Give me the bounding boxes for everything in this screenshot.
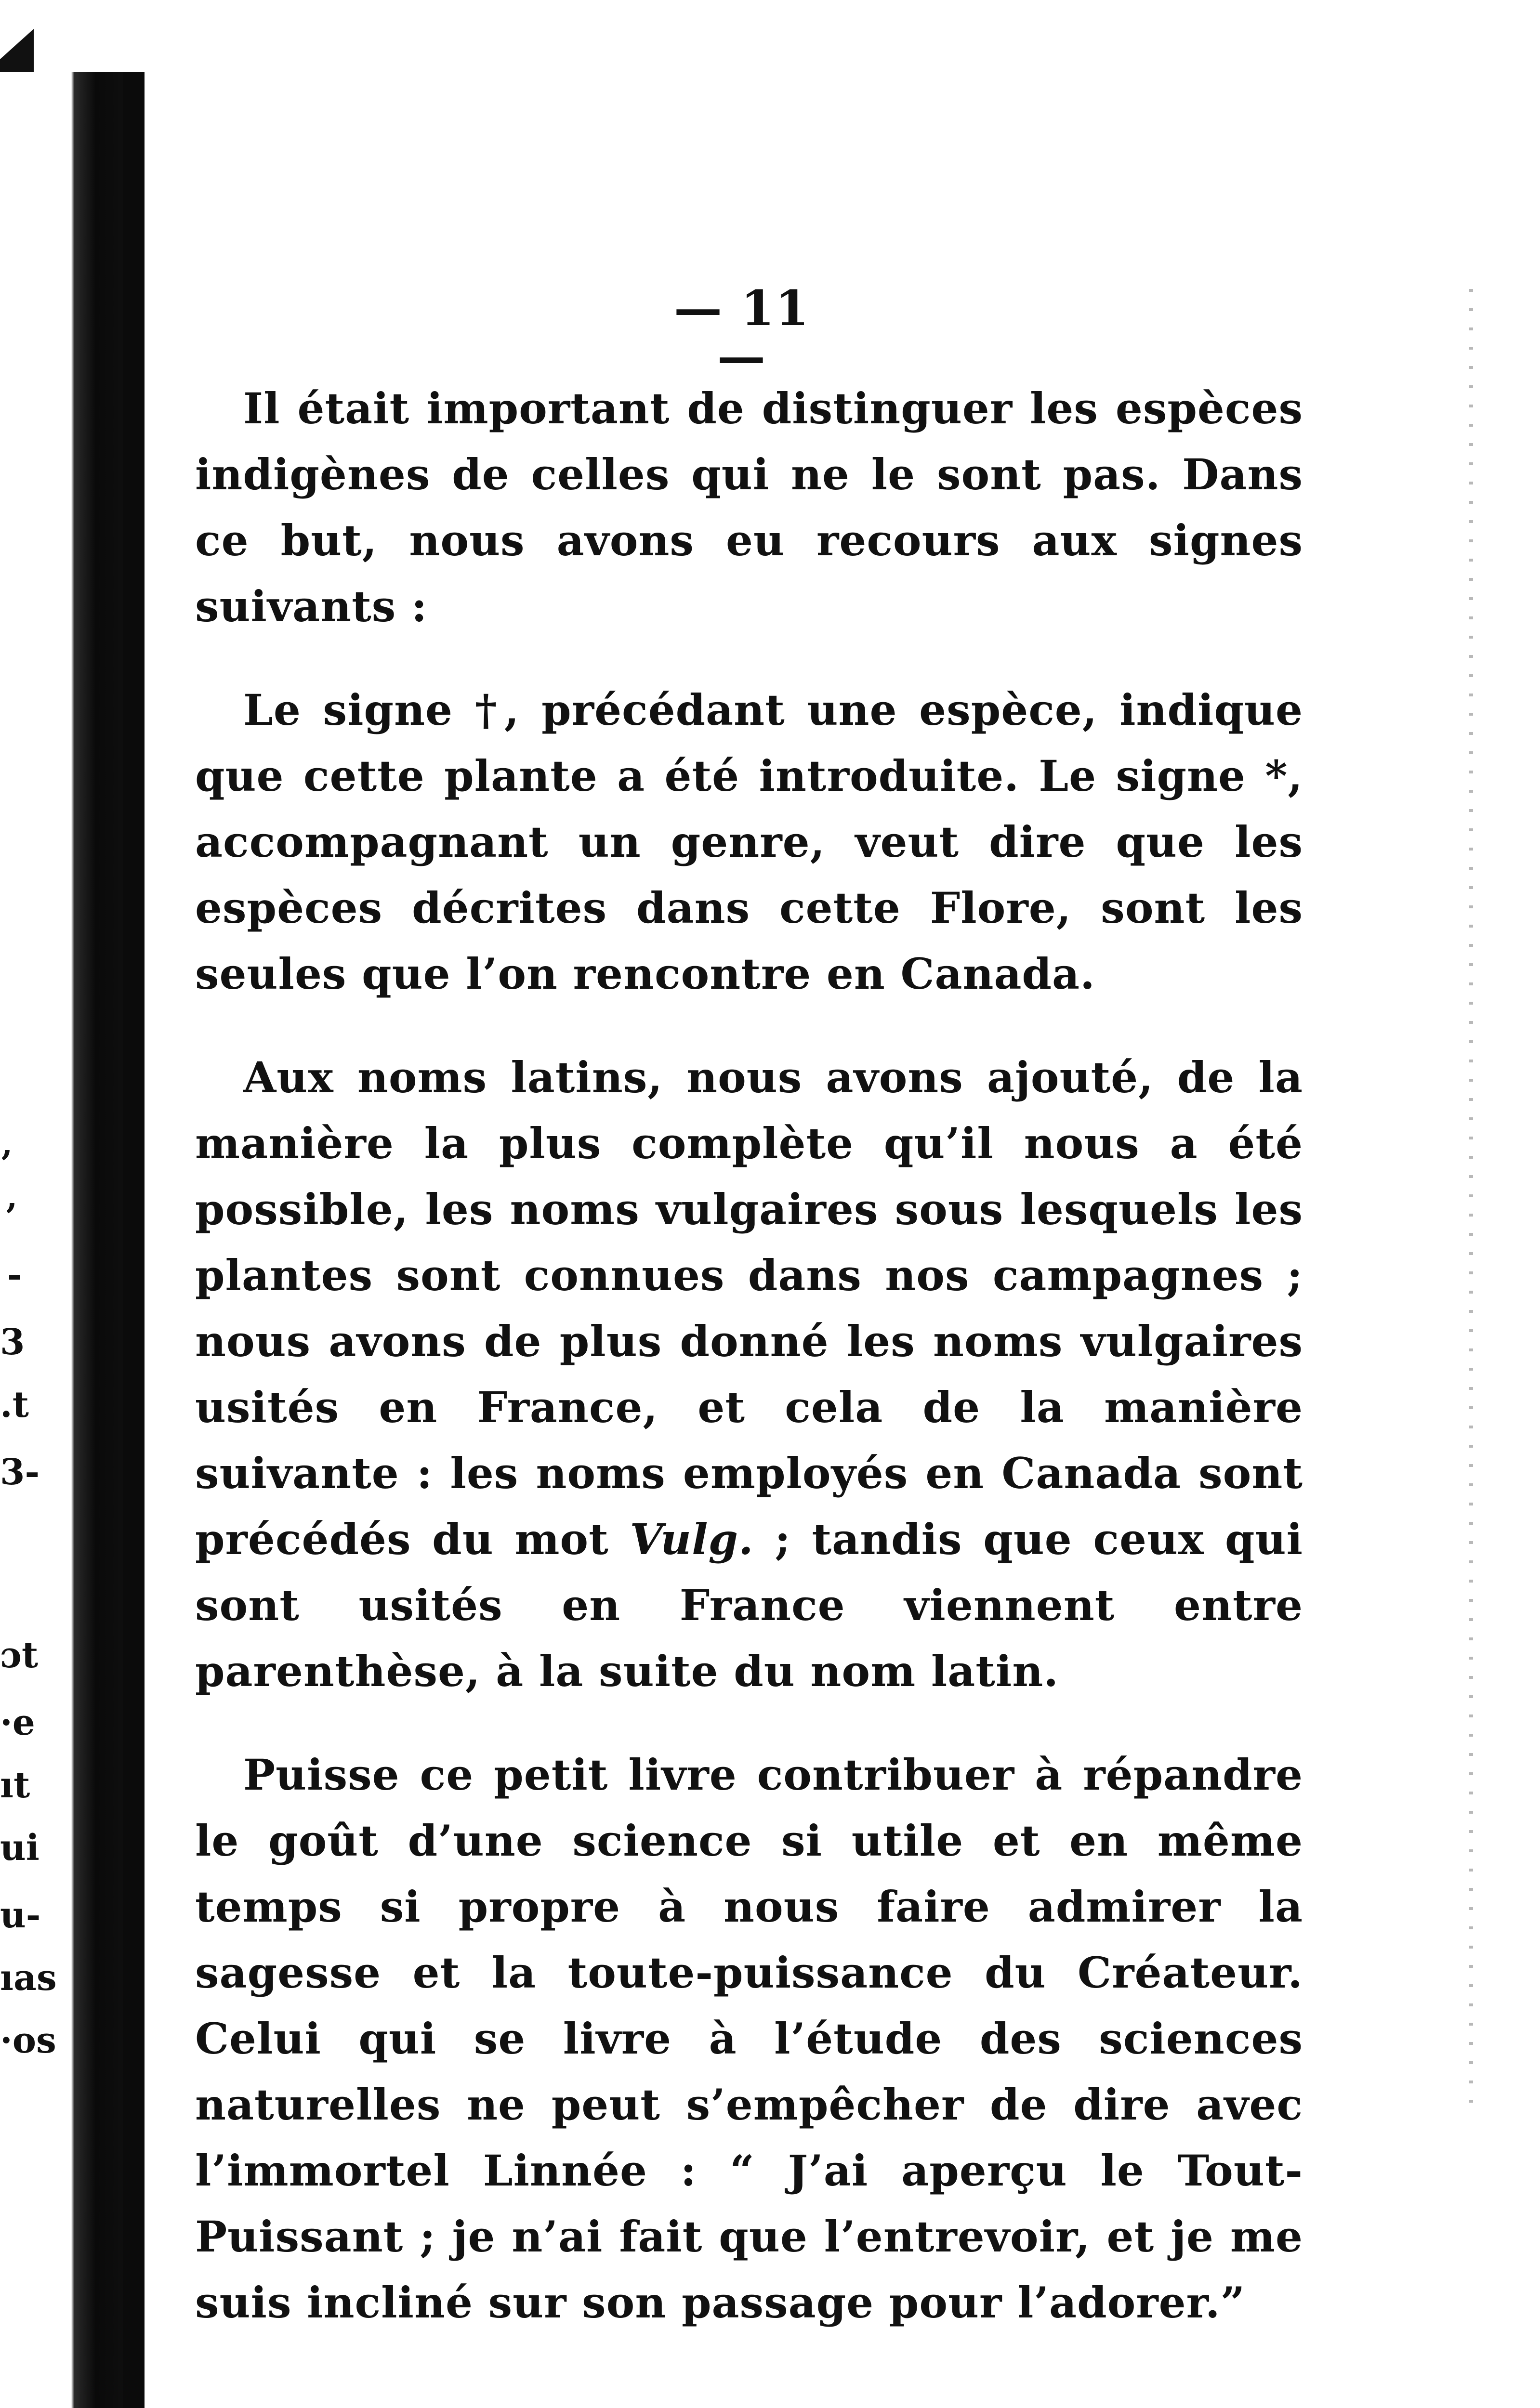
paragraph-text: Aux noms latins, nous avons ajouté, de la manière la plus complète qu’il nous a été possible, les noms vulgaires sous lesquels les plantes sont connues dans nos campagnes ; nous avons de plus donné les noms vulgaires usités en France, et cela de la manière suivante : les noms employés en Canada sont précédés du mot <box>195 1052 1303 1564</box>
paragraph: Puisse ce petit livre contribuer à répandre le goût d’une science si utile et en même temps si propre à nous faire admirer la sagesse et la toute-puissance du Créateur. Celui qui se livre à l’étude des sciences naturelles ne peut s’empêcher de dire avec l’immortel Linnée : “ J’ai aperçu le Tout-Puissant ; je n’ai fait que l’entrevoir, et je me suis incliné sur son passage pour l’adorer.” <box>195 1750 1303 2328</box>
binding-edge-line <box>123 72 145 2408</box>
paragraph: Le signe †, précédant une espèce, indique que cette plante a été introduite. Le signe *, accompagnant un genre, veut dire que les espèces décrites dans cette Flore, sont les seules que l’on rencontre en Canada. <box>195 685 1303 999</box>
bleed-fragment: ɔt <box>0 1635 39 1676</box>
bleed-fragment: ıas <box>0 1957 57 1999</box>
bleed-fragment: .t <box>0 1384 29 1426</box>
bleed-fragment: ’ <box>5 1196 17 1238</box>
bleed-fragment: ui <box>0 1827 39 1869</box>
italic-term: Vulg. <box>630 1514 754 1564</box>
bleed-fragment: 3 <box>0 1322 25 1363</box>
bleed-fragment: ıt <box>0 1765 30 1806</box>
body-text <box>195 376 1303 2373</box>
page-number: — 11 — <box>674 280 810 385</box>
bleed-fragment: 3- <box>0 1452 40 1493</box>
bleed-fragment: - <box>7 1254 22 1296</box>
bleed-fragment: ·e <box>0 1702 35 1743</box>
bleed-fragment: u- <box>0 1895 41 1936</box>
right-edge-specks <box>1469 289 1473 2119</box>
paragraph: Il était important de distinguer les espèces indigènes de celles qui ne le sont pas. Dans ce but, nous avons eu recours aux signes suivants : <box>195 383 1303 631</box>
bleed-fragment: ’ <box>0 1143 13 1185</box>
paragraph <box>195 1045 1303 1704</box>
bleed-fragment: ·os <box>0 2020 56 2061</box>
paragraph-text: ; tandis que ceux qui sont usités en France viennent entre parenthèse, à la suite du nom latin. <box>195 1514 1303 1696</box>
scan-corner-mark <box>0 29 34 72</box>
